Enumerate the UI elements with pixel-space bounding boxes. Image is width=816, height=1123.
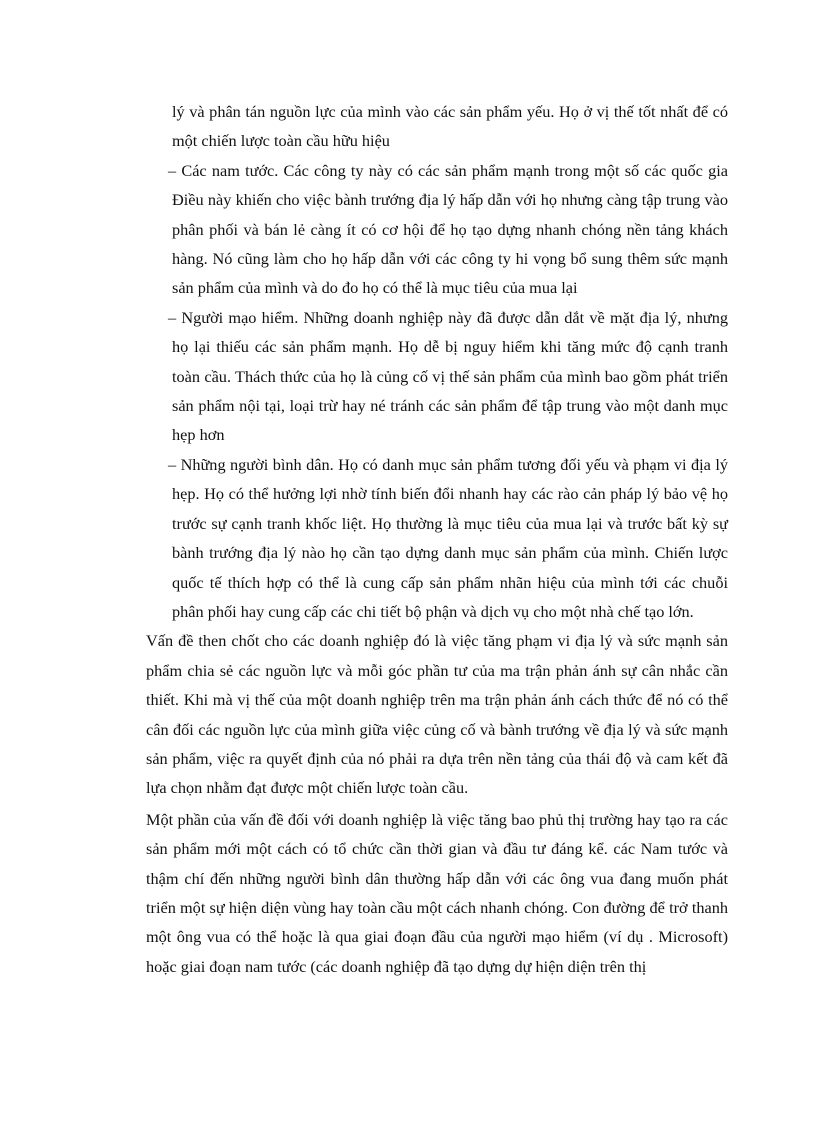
paragraph-nam-tuoc: – Các nam tước. Các công ty này có các sản phẩm mạnh trong một số các quốc gia Điều này khiến cho việc bành trướng địa lý hấp dẫn với họ nhưng càng tập trung vào phân phối và bán lẻ càng ít có cơ hội để họ tạo dựng nhanh chóng nền tảng khách hàng. Nó cũng làm cho họ hấp dẫn với các công ty hi vọng bổ sung thêm sức mạnh sản phẩm của mình và do đo họ có thể là mục tiêu của mua lại bbox=[168, 160, 728, 298]
paragraph-binh-dan: – Những người bình dân. Họ có danh mục sản phẩm tương đối yếu và phạm vi địa lý hẹp. Họ có thể hưởng lợi nhờ tính biến đổi nhanh hay các rào cản pháp lý bảo vệ họ trước sự cạnh tranh khốc liệt. Họ thường là mục tiêu của mua lại và trước bất kỳ sự bành trướng địa lý nào họ cần tạo dựng danh mục sản phẩm của mình. Chiến lược quốc tế thích hợp có thể là cung cấp sản phẩm nhãn hiệu của mình tới các chuỗi phân phối hay cung cấp các chi tiết bộ phận và dịch vụ cho một nhà chế tạo lớn. bbox=[168, 454, 728, 621]
paragraph-mot-phan: Một phần của vấn đề đối với doanh nghiệp là việc tăng bao phủ thị trường hay tạo ra các sản phẩm mới một cách có tổ chức cần thời gian và đầu tư đáng kể. các Nam tước và thậm chí đến những người bình dân thường hấp dẫn với các ông vua đang muốn phát triển một sự hiện diện vùng hay toàn cầu một cách nhanh chóng. Con đường để trở thanh một ông vua có thể hoặc là qua giai đoạn đầu của người mạo hiểm (ví dụ . Microsoft) hoặc giai đoạn nam tước (các doanh nghiệp đã tạo dựng dự hiện diện trên thị bbox=[146, 809, 728, 976]
paragraph-van-de: Vấn đề then chốt cho các doanh nghiệp đó là việc tăng phạm vi địa lý và sức mạnh sản phẩm chia sẻ các nguồn lực và mỗi góc phần tư của ma trận phản ánh sự cân nhắc cần thiết. Khi mà vị thế của một doanh nghiệp trên ma trận phản ánh cách thức để nó có thể cân đối các nguồn lực của mình giữa việc củng cố và bành trướng về địa lý và sức mạnh sản phẩm, việc ra quyết định của nó phải ra dựa trên nền tảng của thái độ và cam kết đã lựa chọn nhằm đạt được một chiến lược toàn cầu. bbox=[146, 631, 728, 798]
paragraph-continuation: lý và phân tán nguồn lực của mình vào các sản phẩm yếu. Họ ở vị thế tốt nhất để có một chiến lược toàn cầu hữu hiệu bbox=[172, 102, 728, 151]
category-list bbox=[146, 97, 728, 626]
body-text bbox=[146, 97, 728, 981]
paragraph-mao-hiem: – Người mạo hiểm. Những doanh nghiệp này đã được dẫn dắt về mặt địa lý, nhưng họ lại thiếu các sản phẩm mạnh. Họ dễ bị nguy hiểm khi tăng mức độ cạnh tranh toàn cầu. Thách thức của họ là củng cố vị thế sản phẩm của mình bao gồm phát triển sản phẩm nội tại, loại trừ hay né tránh các sản phẩm để tập trung vào một danh mục hẹp hơn bbox=[168, 307, 728, 445]
